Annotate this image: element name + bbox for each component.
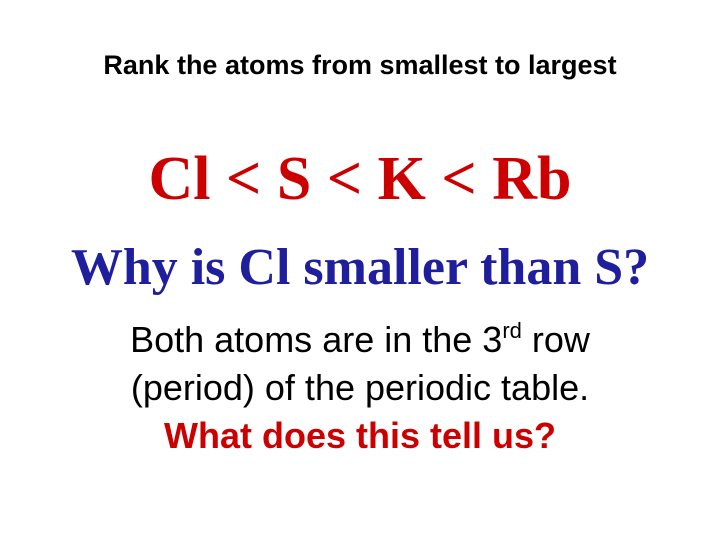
explanation-line-1: [0, 316, 720, 364]
explanation-line-1-text: Both atoms are in the 3: [130, 319, 503, 360]
question-text: Why is Cl smaller than S?: [70, 239, 650, 296]
explanation-block: [0, 316, 720, 460]
explanation-line-2: (period) of the periodic table.: [130, 367, 590, 408]
ordinal-suffix: rd: [502, 318, 522, 343]
slide-heading: Rank the atoms from smallest to largest: [103, 50, 617, 80]
follow-up-question: What does this tell us?: [163, 415, 557, 456]
atom-ranking: Cl < S < K < Rb: [148, 145, 572, 213]
explanation-line-1-end: row: [521, 319, 590, 360]
